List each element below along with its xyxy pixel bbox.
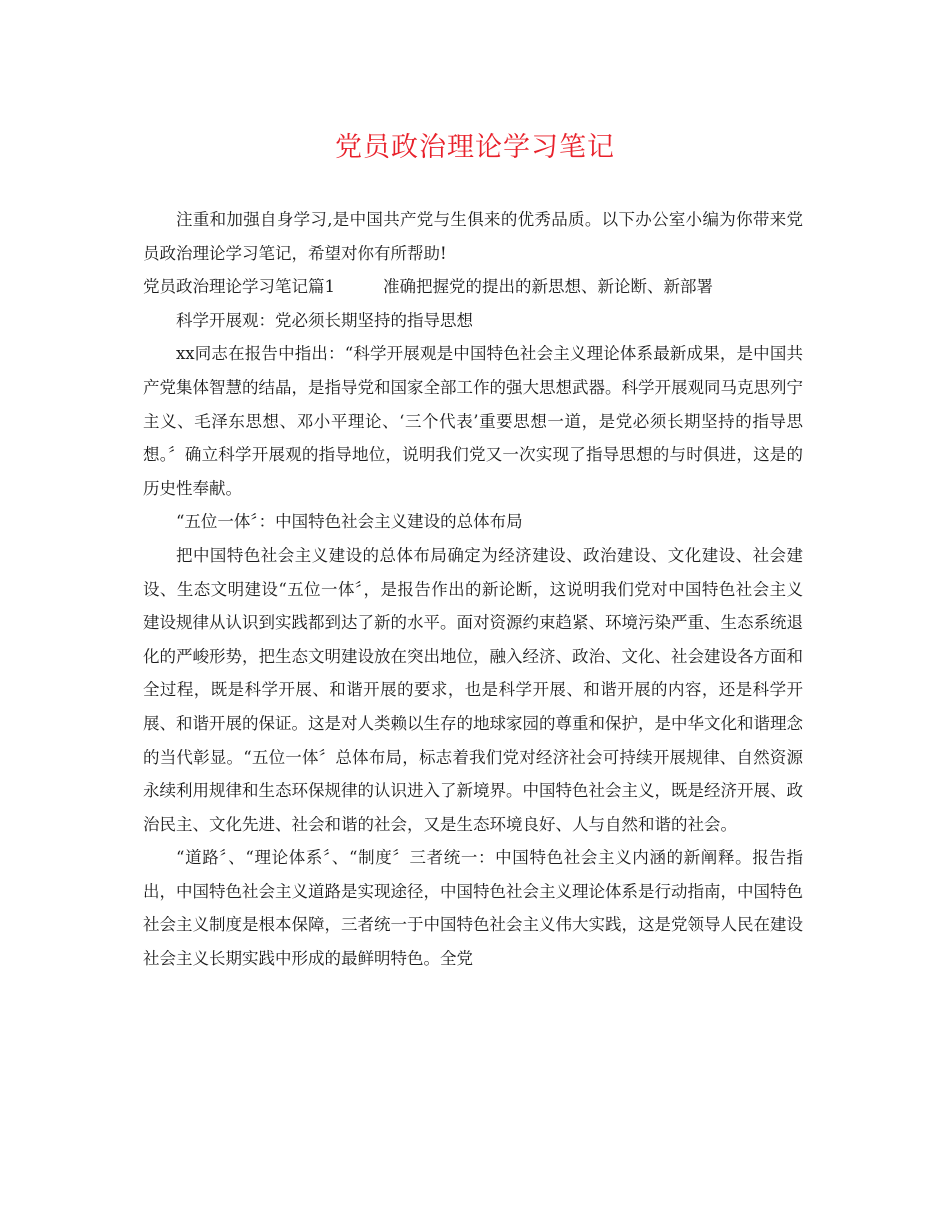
paragraph-scientific-development: xx同志在报告中指出：“科学开展观是中国特色社会主义理论体系最新成果，是中国共产党集体智慧的结晶，是指导党和国家全部工作的强大思想武器。科学开展观同马克思列宁主义、毛泽东思想、邓小平理论、‘三个代表’重要思想一道，是党必须长期坚持的指导思想。〞确立科学开展观的指导地位，说明我们党又一次实现了指导思想的与时俱进，这是的历史性奉献。 [143, 344, 803, 498]
document-title: 党员政治理论学习笔记 [335, 132, 615, 163]
subheading-five-in-one: “五位一体〞：中国特色社会主义建设的总体布局 [176, 512, 523, 532]
subheading-scientific-development: 科学开展观：党必须长期坚持的指导思想 [176, 310, 473, 330]
document-body [143, 203, 803, 976]
section-heading-line [143, 270, 803, 304]
paragraph-three-unity: “道路〞、“理论体系〞、“制度〞三者统一：中国特色社会主义内涵的新阐释。报告指出，中国特色社会主义道路是实现途径，中国特色社会主义理论体系是行动指南，中国特色社会主义制度是根本保障，三者统一于中国特色社会主义伟大实践，这是党领导人民在建设社会主义长期实践中形成的最鲜明特色。全党 [143, 848, 803, 969]
intro-paragraph: 注重和加强自身学习,是中国共产党与生俱来的优秀品质。以下办公室小编为你带来党员政治理论学习笔记，希望对你有所帮助! [143, 210, 803, 263]
section-label: 党员政治理论学习笔记篇1 [143, 277, 335, 297]
paragraph-five-in-one: 把中国特色社会主义建设的总体布局确定为经济建设、政治建设、文化建设、社会建设、生态文明建设“五位一体〞，是报告作出的新论断，这说明我们党对中国特色社会主义建设规律从认识到实践都到达了新的水平。面对资源约束趋紧、环境污染严重、生态系统退化的严峻形势，把生态文明建设放在突出地位，融入经济、政治、文化、社会建设各方面和全过程，既是科学开展、和谐开展的要求，也是科学开展、和谐开展的内容，还是科学开展、和谐开展的保证。这是对人类赖以生存的地球家园的尊重和保护，是中华文化和谐理念的当代彰显。“五位一体〞总体布局，标志着我们党对经济社会可持续开展规律、自然资源永续利用规律和生态环保规律的认识进入了新境界。中国特色社会主义，既是经济开展、政治民主、文化先进、社会和谐的社会，又是生态环境良好、人与自然和谐的社会。 [143, 545, 803, 834]
section-heading: 准确把握党的提出的新思想、新论断、新部署 [383, 277, 713, 297]
